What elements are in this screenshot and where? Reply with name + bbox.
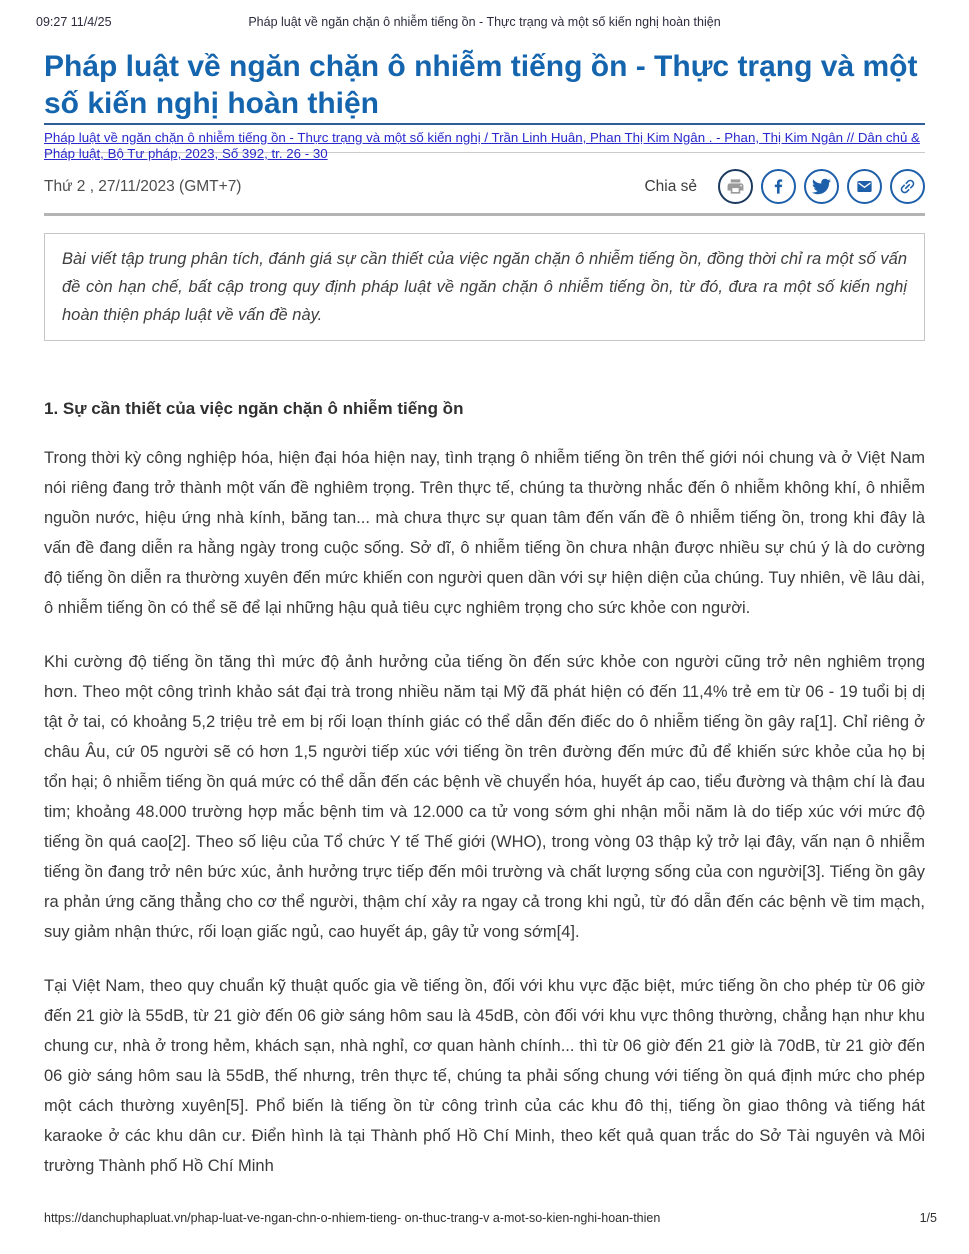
content-separator xyxy=(44,213,925,216)
share-section xyxy=(644,169,925,204)
meta-row xyxy=(44,169,925,204)
print-document-title: Pháp luật về ngăn chặn ô nhiễm tiếng ồn - Thực trạng và một số kiến nghị hoàn thiện xyxy=(248,15,721,29)
print-page-number: 1/5 xyxy=(919,1211,937,1225)
facebook-icon xyxy=(769,177,788,196)
email-share-button[interactable] xyxy=(847,169,882,204)
printer-icon xyxy=(726,177,745,196)
citation-link[interactable]: Pháp luật về ngăn chặn ô nhiễm tiếng ồn - Thực trạng và một số kiến nghị / Trần Linh Huân, Phan Thị Kim Ngân . - Phan, Thị Kim Ngân // Dân chủ & Pháp luật, Bộ Tư pháp, 2023, Số 392, tr. 26 - 30 xyxy=(44,130,920,161)
print-header xyxy=(36,15,933,33)
twitter-share-button[interactable] xyxy=(804,169,839,204)
print-timestamp: 09:27 11/4/25 xyxy=(36,15,112,29)
print-button[interactable] xyxy=(718,169,753,204)
print-footer xyxy=(44,1211,937,1225)
share-label: Chia sẻ xyxy=(644,177,697,195)
article-paragraph: Trong thời kỳ công nghiệp hóa, hiện đại hóa hiện nay, tình trạng ô nhiễm tiếng ồn trên thế giới nói chung và ở Việt Nam nói riêng đang trở thành một vấn đề nghiêm trọng. Trên thực tế, chúng ta thường nhắc đến ô nhiễm không khí, ô nhiễm nguồn nước, hiệu ứng nhà kính, băng tan... mà chưa thực sự quan tâm đến vấn đề ô nhiễm tiếng ồn, trong khi đây là vấn đề đang diễn ra hằng ngày trong cuộc sống. Sở dĩ, ô nhiễm tiếng ồn chưa nhận được nhiều sự chú ý là do cường độ tiếng ồn diễn ra thường xuyên đến mức khiến con người quen dần với sự hiện diện của chúng. Tuy nhiên, về lâu dài, ô nhiễm tiếng ồn có thể sẽ để lại những hậu quả tiêu cực nghiêm trọng cho sức khỏe con người. xyxy=(44,449,925,617)
link-icon xyxy=(898,177,917,196)
section-heading: 1. Sự cần thiết của việc ngăn chặn ô nhiễm tiếng ồn xyxy=(44,399,464,418)
email-icon xyxy=(855,177,874,196)
facebook-share-button[interactable] xyxy=(761,169,796,204)
article-abstract: Bài viết tập trung phân tích, đánh giá sự cần thiết của việc ngăn chặn ô nhiễm tiếng ồn, đồng thời chỉ ra một số vấn đề còn hạn chế, bất cập trong quy định pháp luật về ngăn chặn ô nhiễm tiếng ồn, từ đó, đưa ra một số kiến nghị hoàn thiện pháp luật về vấn đề này. xyxy=(44,233,925,341)
page-title: Pháp luật về ngăn chặn ô nhiễm tiếng ồn - Thực trạng và một số kiến nghị hoàn thiện xyxy=(44,48,925,125)
article-paragraph: Tại Việt Nam, theo quy chuẩn kỹ thuật quốc gia về tiếng ồn, đối với khu vực đặc biệt, mức tiếng ồn cho phép từ 06 giờ đến 21 giờ là 55dB, từ 21 giờ đến 06 giờ sáng hôm sau là 45dB, còn đối với khu vực thông thường, chẳng hạn như khu chung cư, nhà ở trong hẻm, khách sạn, nhà nghỉ, cơ quan hành chính... thì từ 06 giờ đến 21 giờ là 70dB, từ 21 giờ đến 06 giờ sáng hôm sau là 55dB, thế nhưng, trên thực tế, chúng ta phải sống chung với tiếng ồn quá định mức cho phép một cách thường xuyên[5]. Phổ biến là tiếng ồn từ công trình của các khu đô thị, tiếng ồn giao thông và tiếng hát karaoke ở các khu dân cư. Điển hình là tại Thành phố Hồ Chí Minh, theo kết quả quan trắc do Sở Tài nguyên và Môi trường Thành phố Hồ Chí Minh xyxy=(44,977,925,1175)
twitter-icon xyxy=(812,177,831,196)
publish-date: Thứ 2 , 27/11/2023 (GMT+7) xyxy=(44,177,242,195)
article-paragraph: Khi cường độ tiếng ồn tăng thì mức độ ảnh hưởng của tiếng ồn đến sức khỏe con người cũng trở nên nghiêm trọng hơn. Theo một công trình khảo sát đại trà trong nhiều năm tại Mỹ đã phát hiện có đến 11,4% trẻ em từ 06 - 19 tuổi bị dị tật ở tai, có khoảng 5,2 triệu trẻ em bị rối loạn thính giác có thể dẫn đến điếc do ô nhiễm tiếng ồn gây ra[1]. Chỉ riêng ở châu Âu, cứ 05 người sẽ có hơn 1,5 người tiếp xúc với tiếng ồn trên đường đến mức đủ để khiến sức khỏe của họ bị tổn hại; ô nhiễm tiếng ồn quá mức có thể dẫn đến các bệnh về chuyển hóa, huyết áp cao, tiểu đường và thậm chí là đau tim; khoảng 48.000 trường hợp mắc bệnh tim và 12.000 ca tử vong sớm ghi nhận mỗi năm là do tiếp xúc với mức độ tiếng ồn quá cao[2]. Theo số liệu của Tổ chức Y tế Thế giới (WHO), trong vòng 03 thập kỷ trở lại đây, vấn nạn ô nhiễm tiếng ồn đang trở nên bức xúc, ảnh hưởng trực tiếp đến môi trường và chất lượng sống của con người[3]. Tiếng ồn gây ra phản ứng căng thẳng cho cơ thể người, thậm chí xảy ra ngay cả trong khi ngủ, từ đó dẫn đến các bệnh về tim mạch, suy giảm nhận thức, rối loạn giấc ngủ, cao huyết áp, gây tử vong sớm[4]. xyxy=(44,653,925,941)
article-content xyxy=(44,48,925,1181)
print-footer-url: https://danchuphapluat.vn/phap-luat-ve-ngan-chn-o-nhiem-tieng- on-thuc-trang-v a-mot-so-kien-nghi-hoan-thien xyxy=(44,1211,661,1225)
copy-link-button[interactable] xyxy=(890,169,925,204)
